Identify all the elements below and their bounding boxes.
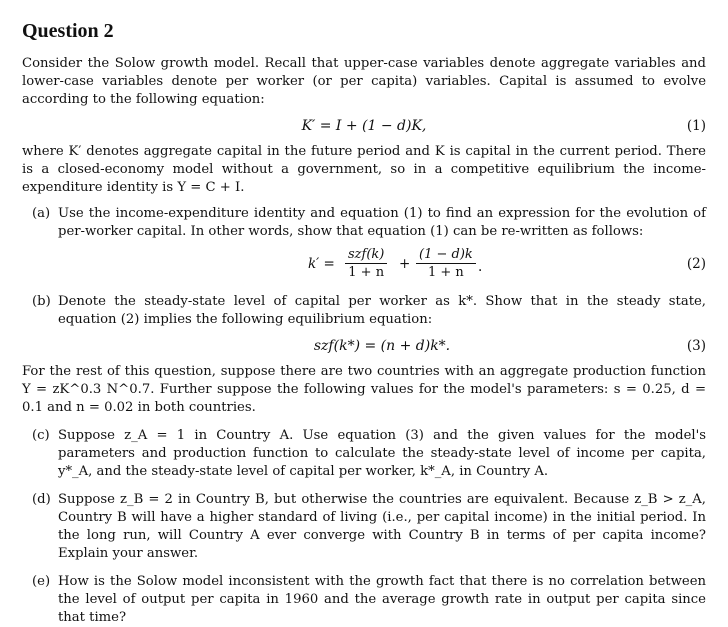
equation-2-plus: + (399, 256, 411, 272)
part-e (22, 573, 706, 627)
fraction-1-numerator: szf(k) (345, 247, 387, 264)
part-c-text: Suppose z_A = 1 in Country A. Use equation (3) and the given values for the model's parameters and production function to calculate the steady-state level of income per capita, y*_A, and the steady-state level of capital per worker, k*_A, in Country A. (58, 428, 706, 479)
parts-list (22, 205, 706, 357)
equation-2 (58, 247, 706, 285)
intro-paragraph: Consider the Solow growth model. Recall that upper-case variables denote aggregate variables and lower-case variables denote per worker (or per capita) variables. Capital is assumed to evolve according to the following equation: (22, 56, 706, 107)
part-c (22, 427, 706, 481)
equation-2-number: (2) (686, 256, 706, 272)
part-a-text: Use the income-expenditure identity and equation (1) to find an expression for the evolution of per-worker capital. In other words, show that equation (1) can be re-written as follows: (58, 206, 706, 239)
part-b-text: Denote the steady-state level of capital per worker as k*. Show that in the steady state, equation (2) implies the following equilibrium equation: (58, 294, 706, 327)
equation-2-period: . (478, 259, 483, 275)
equation-1-number: (1) (686, 118, 706, 134)
part-d-text: Suppose z_B = 2 in Country B, but otherwise the countries are equivalent. Because z_B > z_A, Country B will have a higher standard of living (i.e., per capital income) in the initial period. In the long run, will Country A ever converge with Country B in terms of per capita income? Explain your answer. (58, 492, 706, 561)
parts-list-2 (22, 427, 706, 627)
part-e-text: How is the Solow model inconsistent with the growth fact that there is no correlation between the level of output per capita in 1960 and the average growth rate in output per capita since that time? (58, 574, 706, 625)
part-b (22, 293, 706, 357)
fraction-1-denominator: 1 + n (348, 265, 385, 280)
part-d (22, 491, 706, 563)
equation-2-lhs: k′ = (308, 256, 335, 272)
part-a-label: (a) (32, 206, 51, 221)
equation-2-fraction-2 (416, 247, 476, 281)
equation-2-fraction-1 (345, 247, 387, 281)
part-c-label: (c) (32, 428, 50, 443)
part-e-label: (e) (32, 574, 51, 589)
rest-paragraph: For the rest of this question, suppose there are two countries with an aggregate production function Y = zK^0.3 N^0.7. Further suppose the following values for the model's parameters: s = 0.25, d = 0.1 and n = 0.02 in both countries. (22, 364, 706, 415)
equation-1 (22, 115, 706, 137)
part-a (22, 205, 706, 285)
fraction-2-denominator: 1 + n (427, 265, 464, 280)
part-b-label: (b) (32, 294, 51, 309)
where-paragraph: where K′ denotes aggregate capital in the future period and K is capital in the current period. There is a closed-economy model without a government, so in a competitive equilibrium the income-expenditure identity is Y = C + I. (22, 144, 706, 195)
equation-3-expr: szf(k*) = (n + d)k*. (313, 338, 451, 354)
equation-1-expr: K′ = I + (1 − d)K, (301, 118, 427, 134)
fraction-2-numerator: (1 − d)k (416, 247, 476, 264)
part-d-label: (d) (32, 492, 51, 507)
equation-3-number: (3) (686, 338, 706, 354)
equation-3 (58, 335, 706, 357)
question-title: Question 2 (22, 20, 114, 42)
